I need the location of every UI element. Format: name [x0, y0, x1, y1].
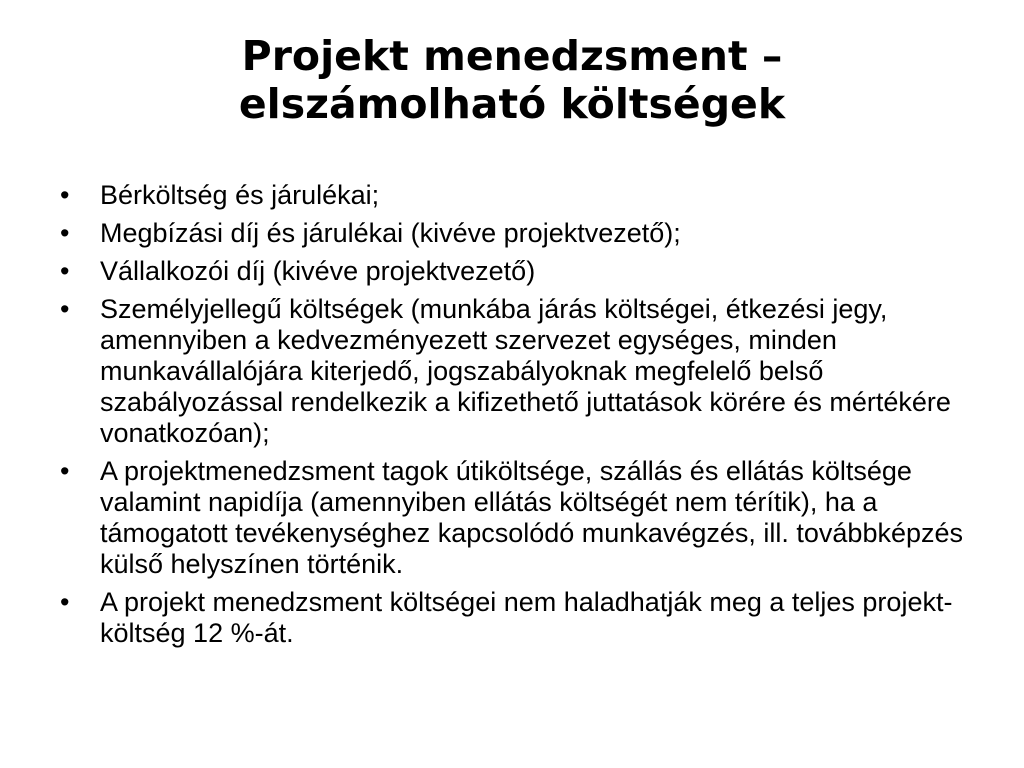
slide-title-line-1: Projekt menedzsment –: [241, 32, 783, 80]
bullet-item-personal-costs: [0, 294, 1024, 449]
bullet-text: Megbízási díj és járulékai (kivéve projektvezető);: [100, 218, 681, 248]
bullet-text: Személyjellegű költségek (munkába járás költségei, étkezési jegy, amennyiben a kedvezményezett szervezet egységes, minden munkavállalójára kiterjedő, jogszabályoknak megfelelő belső szabályozással rendelkezik a kifizethető juttatások körére és mértékére vonatkozóan);: [100, 294, 951, 448]
bullet-list: [0, 180, 1024, 656]
bullet-item-cost-limit: [0, 587, 1024, 649]
bullet-item-wage-costs: [0, 180, 1024, 211]
bullet-text: A projekt menedzsment költségei nem haladhatják meg a teljes projekt-költség 12 %-át.: [100, 587, 953, 648]
bullet-text: Bérköltség és járulékai;: [100, 180, 380, 210]
bullet-marker: •: [60, 587, 70, 617]
bullet-item-contractor-fee: [0, 256, 1024, 287]
bullet-marker: •: [60, 180, 70, 210]
bullet-text: Vállalkozói díj (kivéve projektvezető): [100, 256, 536, 286]
slide-title-line-2: elszámolható költségek: [238, 80, 786, 128]
bullet-marker: •: [60, 256, 70, 286]
bullet-item-commission-fee: [0, 218, 1024, 249]
bullet-marker: •: [60, 456, 70, 486]
bullet-marker: •: [60, 294, 70, 324]
bullet-item-travel-costs: [0, 456, 1024, 580]
bullet-marker: •: [60, 218, 70, 248]
bullet-text: A projektmenedzsment tagok útiköltsége, szállás és ellátás költsége valamint napidíja (amennyiben ellátás költségét nem térítik), ha a támogatott tevékenységhez kapcsolódó munkavégzés, ill. továbbképzés külső helyszínen történik.: [100, 456, 964, 579]
slide-title: [0, 32, 1024, 128]
